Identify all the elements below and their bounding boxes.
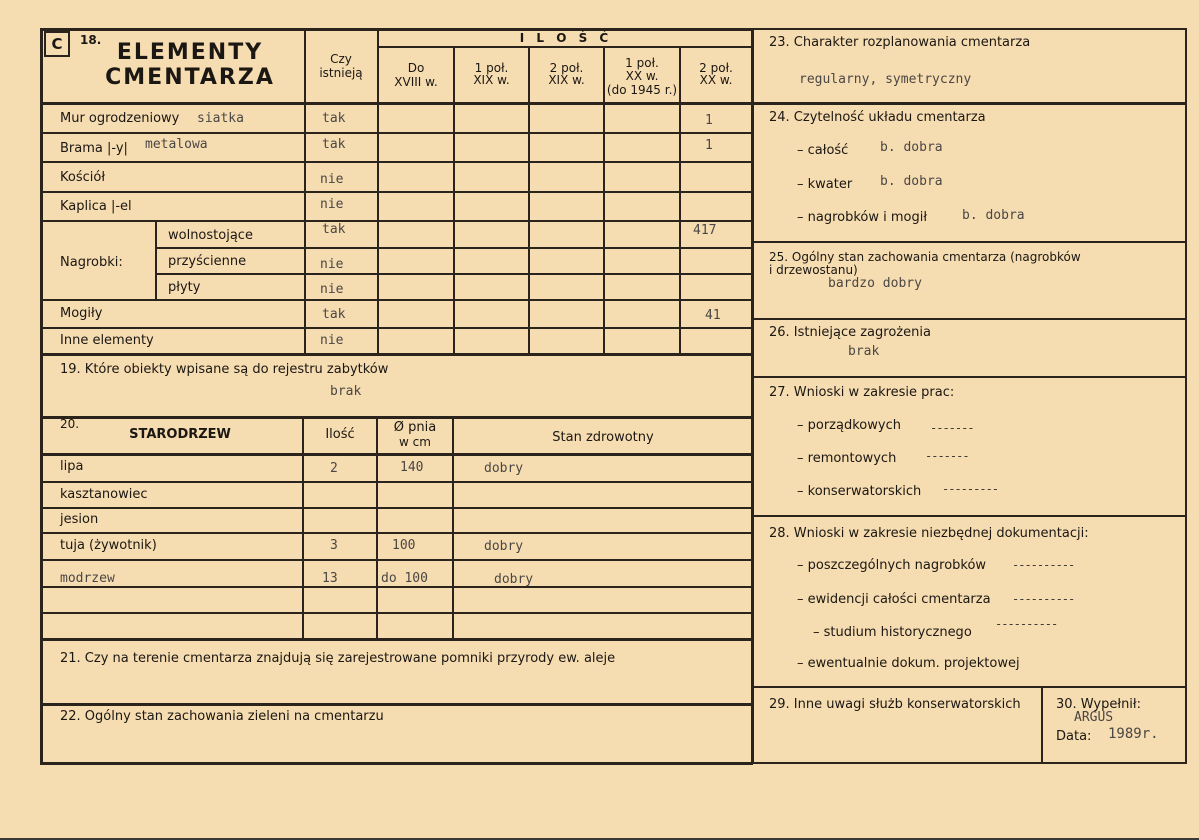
period-1-line2: XVIII w. [394,75,438,89]
row-line [40,327,753,329]
tree-row-name: modrzew [60,571,115,586]
q27-label: 27. Wnioski w zakresie prac: [769,385,955,400]
row-label-kosciol: Kościół [60,170,106,185]
row-line [40,132,753,134]
q26-label: 26. Istniejące zagrożenia [769,325,931,340]
row-line [40,353,753,356]
q24-item-label: – kwater [797,177,853,192]
q19-answer: brak [330,384,362,399]
trees-header-state: Stan zdrowotny [552,430,654,445]
q30-date-value: 1989r. [1108,726,1159,742]
q27-item-value: ------- [930,421,974,435]
q28-item-label: – studium historycznego [813,625,972,640]
tree-row-diameter: 140 [400,460,424,475]
frame-left [40,28,43,764]
q28-item-label: – ewidencji całości cmentarza [797,592,991,607]
row-line [751,515,1187,517]
row-exists-przyscienne: nie [320,257,344,272]
row-line [751,241,1187,243]
row-label-mogily: Mogiły [60,306,103,321]
header-czy: Czy [330,52,352,66]
col-line [453,46,455,354]
period-1-line1: Do [407,61,425,75]
col-line [1041,686,1043,763]
row-line [377,46,753,48]
q25-answer: bardzo dobry [828,276,922,291]
row-label-inne: Inne elementy [60,333,154,348]
q29-label: 29. Inne uwagi służb konserwatorskich [769,697,1021,712]
row-line [40,532,753,534]
q25-label-line1: 25. Ogólny stan zachowania cmentarza (nagrobków [769,250,1081,264]
row-line [40,299,753,301]
q30-label: 30. Wypełnił: [1056,697,1141,712]
tree-row-state: dobry [484,539,524,554]
row-q5-mur: 1 [705,113,713,128]
q25-label-line2: i drzewostanu) [769,263,858,277]
q23-answer: regularny, symetryczny [799,72,972,87]
trees-header-diameter: Ø pnia [393,420,437,435]
q28-item-value: ---------- [1012,592,1075,606]
q27-item-value: ------- [925,449,969,463]
row-exists-inne: nie [320,333,344,348]
row-line [40,453,753,456]
row-exists-mur: tak [322,111,346,126]
row-q5-mogily: 41 [705,308,721,323]
row-line [40,559,753,561]
section-letter: C [51,35,63,53]
row-note-mur: siatka [197,111,244,126]
q28-item-value: ---------- [1012,558,1075,572]
q28-item-value: ---------- [995,617,1058,631]
row-line [751,376,1187,378]
q24-item-value: b. dobra [962,208,1025,223]
col-line [155,221,157,300]
period-5-line1: 2 poł. [699,61,733,75]
row-line [751,686,1187,688]
q26-answer: brak [848,344,880,359]
q24-item-label: – całość [797,143,849,158]
row-line [40,191,753,193]
row-exists-mogily: tak [322,307,346,322]
row-line [155,273,753,275]
q27-item-value: --------- [942,482,999,496]
q21-label: 21. Czy na terenie cmentarza znajdują się zarejestrowane pomniki przyrody ew. aleje [60,651,616,666]
period-4-line3: (do 1945 r.) [606,83,678,97]
row-q5-brama: 1 [705,138,713,153]
q24-item-value: b. dobra [880,174,943,189]
row-line [751,318,1187,320]
q23-label: 23. Charakter rozplanowania cmentarza [769,35,1031,50]
row-exists-kosciol: nie [320,172,344,187]
title-line1: ELEMENTY [116,40,264,65]
row-line [40,586,753,588]
header-istnieja: istnieją [319,66,363,80]
period-3-line2: XIX w. [548,73,585,87]
row-line [40,507,753,509]
col-line [376,416,378,640]
section-number: 18. [80,33,102,47]
q24-label: 24. Czytelność układu cmentarza [769,110,986,125]
row-line [40,612,753,614]
row-label-brama: Brama |-y| [60,141,128,156]
header-ilosc: I L O Ś Ć [519,31,613,45]
frame-top-right [751,28,1187,30]
q27-item-label: – porządkowych [797,418,901,433]
row-note-brama: metalowa [145,137,208,152]
tree-row-diameter: 100 [392,538,416,553]
tree-row-name: lipa [60,459,84,474]
row-label-plyty: płyty [168,280,201,295]
row-label-kaplica: Kaplica |-el [60,199,132,214]
q28-item-label: – ewentualnie dokum. projektowej [797,656,1020,671]
row-exists-kaplica: nie [320,197,344,212]
trees-header-unit: w cm [399,435,431,449]
q22-label: 22. Ogólny stan zachowania zieleni na cmentarzu [60,709,384,724]
period-4-line2: XX w. [625,69,659,83]
frame-top [40,28,753,31]
frame-right [1185,28,1187,763]
row-label-nagrobki: Nagrobki: [60,255,123,270]
row-line [40,220,753,222]
col-line [452,416,454,640]
col-line [528,46,530,354]
q24-item-value: b. dobra [880,140,943,155]
row-line [40,481,753,483]
title-line2: CMENTARZA [105,65,275,90]
section-letter-box [44,31,70,57]
frame-bottom [40,762,753,765]
tree-row-diameter: do 100 [381,571,428,586]
period-2-line1: 1 poł. [474,61,509,75]
period-4-line1: 1 poł. [625,56,659,70]
row-line [40,161,753,163]
col-line [302,416,304,640]
row-exists-plyty: nie [320,282,344,297]
tree-row-count: 3 [330,538,338,553]
tree-row-count: 2 [330,461,338,476]
tree-row-name: kasztanowiec [60,487,148,502]
q28-label: 28. Wnioski w zakresie niezbędnej dokumentacji: [769,526,1089,541]
row-line [155,247,753,249]
period-2-line2: XIX w. [473,73,510,87]
trees-header-count: Ilość [325,427,355,442]
row-exists-brama: tak [322,137,346,152]
row-line [40,416,753,419]
row-line [40,703,753,706]
row-line [40,102,753,105]
q24-item-label: – nagrobków i mogił [797,210,928,225]
row-label-wolnostojace: wolnostojące [168,228,253,243]
frame-bottom-right [751,762,1187,764]
q27-item-label: – remontowych [797,451,897,466]
period-5-line2: XX w. [699,73,733,87]
row-label-przyscienne: przyścienne [168,254,247,269]
tree-row-name: jesion [60,512,99,527]
q30-filled-by: ARGUS [1074,710,1114,725]
row-exists-wolnostojace: tak [322,222,346,237]
tree-row-state: dobry [484,461,524,476]
trees-header-name: STARODRZEW [129,427,231,442]
period-3-line1: 2 poł. [549,61,584,75]
tree-row-name: tuja (żywotnik) [60,538,157,553]
row-label-mur: Mur ogrodzeniowy [60,111,180,126]
trees-number: 20. [60,417,80,431]
frame-middle [751,28,754,764]
q27-item-label: – konserwatorskich [797,484,922,499]
row-line [751,102,1187,105]
row-line [40,638,753,641]
tree-row-state: dobry [494,572,534,587]
q28-item-label: – poszczególnych nagrobków [797,558,987,573]
q19-label: 19. Które obiekty wpisane są do rejestru zabytków [60,362,389,377]
tree-row-count: 13 [322,571,338,586]
row-q5-wolnostojace: 417 [693,223,717,238]
q30-date-label: Data: [1056,729,1092,744]
